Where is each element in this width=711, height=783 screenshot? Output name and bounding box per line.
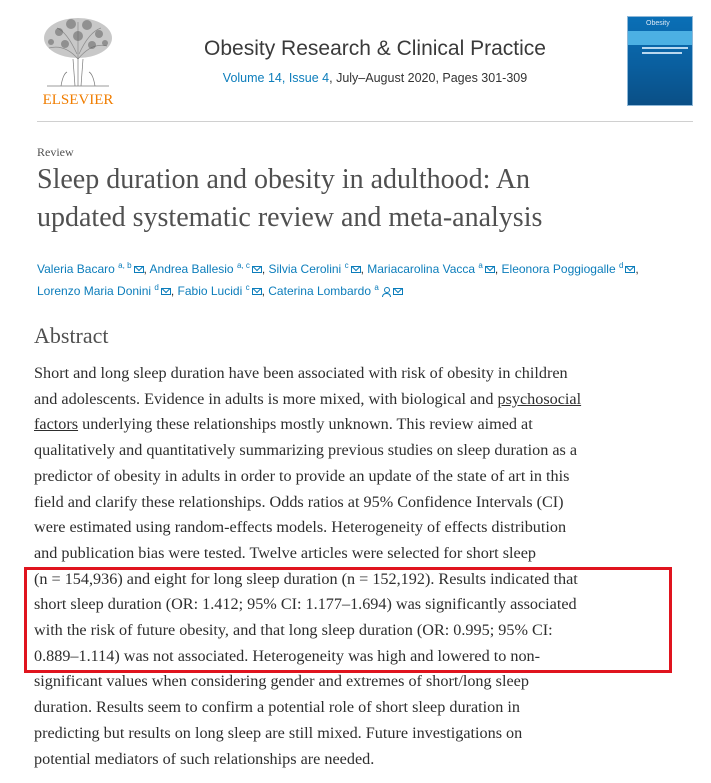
abstract-line: field and clarify these relationships. Odds ratios at 95% Confidence Intervals (CI) bbox=[34, 492, 564, 511]
journal-dates-pages: , July–August 2020, Pages 301-309 bbox=[329, 71, 528, 85]
abstract-line: potential mediators of such relationships are needed. bbox=[34, 749, 375, 768]
author-link[interactable]: Fabio Lucidi $^c$ bbox=[178, 284, 262, 298]
corresponding-author-icon[interactable] bbox=[382, 287, 391, 296]
abstract-line: duration. Results seem to confirm a potential role of short sleep duration in bbox=[34, 698, 520, 717]
volume-issue-link[interactable]: Volume 14, Issue 4 bbox=[222, 71, 330, 85]
article-title-line: updated systematic review and meta-analysis bbox=[37, 202, 543, 233]
psychosocial-factors-link[interactable]: factors bbox=[34, 415, 79, 434]
abstract-line: 0.889–1.114) was not associated. Heterogeneity was high and lowered to non- bbox=[34, 646, 541, 665]
email-icon[interactable] bbox=[393, 288, 403, 295]
email-icon[interactable] bbox=[252, 266, 262, 273]
abstract-line: predictor of obesity in adults in order to provide an update of the state of art in this bbox=[34, 466, 570, 485]
author-link[interactable]: Caterina Lombardo $^a$ bbox=[268, 284, 403, 298]
email-icon[interactable] bbox=[625, 266, 635, 273]
article-title bbox=[37, 161, 657, 237]
author-link[interactable]: Silvia Cerolini $^c$ bbox=[269, 262, 361, 276]
abstract-line: short sleep duration (OR: 1.412; 95% CI: 1.177–1.694) was significantly associated bbox=[34, 595, 577, 614]
cover-title: Obesity bbox=[646, 20, 670, 27]
article-title-line: Sleep duration and obesity in adulthood: An bbox=[37, 164, 531, 195]
abstract-line: and publication bias were tested. Twelve articles were selected for short sleep bbox=[34, 543, 536, 562]
email-icon[interactable] bbox=[485, 266, 495, 273]
abstract-line: (n = 154,936) and eight for long sleep duration (n = 152,192). Results indicated that bbox=[34, 569, 578, 588]
abstract-line: were estimated using random-effects models. Heterogeneity of effects distribution bbox=[34, 518, 567, 537]
email-icon[interactable] bbox=[134, 266, 144, 273]
abstract-line: significant values when considering gender and extremes of short/long sleep bbox=[34, 672, 529, 691]
abstract-line: qualitatively and quantitatively summarizing previous studies on sleep duration as a bbox=[34, 441, 578, 460]
author-link[interactable]: Andrea Ballesio $^{a, c}$ bbox=[150, 262, 262, 276]
article-type: Review bbox=[37, 145, 74, 159]
email-icon[interactable] bbox=[252, 288, 262, 295]
author-list: Valeria Bacaro $^{a, b}$ , Andrea Ballesio $^{a, c}$ , Silvia Cerolini $^c$ , Mariacarolina Vacca $^a$ , Eleonora Poggiogalle $^d$ , Lorenzo Maria Donini $^d$ , Fabio Lucidi $^c$ , Caterina Lombardo $^a$ bbox=[37, 261, 639, 298]
email-icon[interactable] bbox=[351, 266, 361, 273]
abstract-line: Short and long sleep duration have been associated with risk of obesity in children bbox=[34, 364, 568, 382]
author-link[interactable]: Eleonora Poggiogalle $^d$ bbox=[502, 262, 636, 276]
email-icon[interactable] bbox=[161, 288, 171, 295]
elsevier-logo[interactable] bbox=[37, 14, 119, 108]
author-link[interactable]: Valeria Bacaro $^{a, b}$ bbox=[37, 262, 144, 276]
highlight-box bbox=[24, 567, 672, 673]
abstract-line: factors underlying these relationships mostly unknown. This review aimed at bbox=[34, 415, 533, 434]
abstract-line: with the risk of future obesity, and that long sleep duration (OR: 0.995; 95% CI: bbox=[34, 621, 553, 640]
elsevier-tree-icon bbox=[37, 14, 119, 108]
header-divider bbox=[37, 121, 693, 122]
author-link[interactable]: Mariacarolina Vacca $^a$ bbox=[367, 262, 495, 276]
journal-meta bbox=[130, 71, 620, 85]
publisher-name: ELSEVIER bbox=[42, 92, 114, 108]
psychosocial-factors-link[interactable]: psychosocial bbox=[497, 389, 582, 408]
journal-title[interactable]: Obesity Research & Clinical Practice bbox=[204, 37, 546, 60]
author-link[interactable]: Lorenzo Maria Donini $^d$ bbox=[37, 284, 171, 298]
abstract-heading: Abstract bbox=[34, 323, 109, 348]
abstract-line: predicting but results on long sleep are still mixed. Future investigations on bbox=[34, 723, 523, 742]
abstract-line: and adolescents. Evidence in adults is more mixed, with biological and psychosocial bbox=[34, 389, 582, 408]
journal-cover-thumbnail[interactable] bbox=[627, 16, 693, 106]
